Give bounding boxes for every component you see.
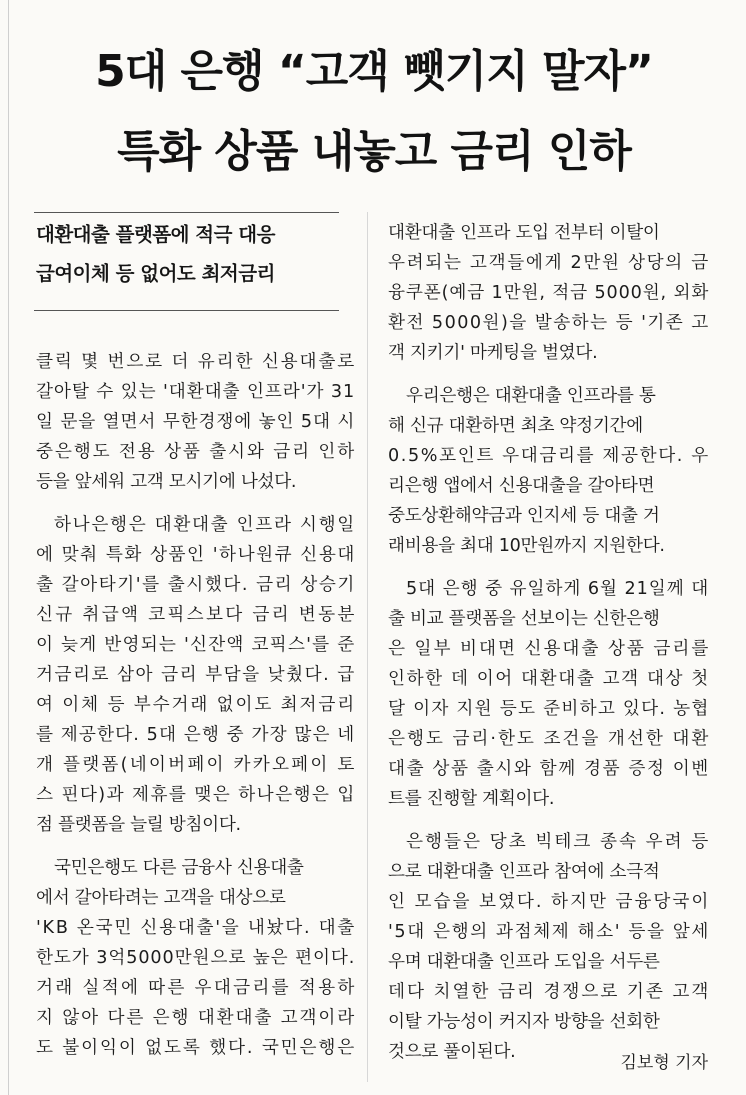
body-text-line: 한도가 3억5000만원으로 높은 편이다.: [36, 948, 356, 968]
column-divider: [367, 212, 368, 1082]
body-text-line: 중도상환해약금과 인지세 등 대출 거: [388, 506, 660, 526]
body-text-line: 환전 5000원)을 발송하는 등 '기존 고: [388, 313, 710, 333]
headline-line-2: 특화 상품 내놓고 금리 인하: [117, 126, 631, 177]
body-text-line: 달 이자 지원 등도 준비하고 있다. 농협: [388, 699, 710, 719]
body-text-line: 등을 앞세워 고객 모시기에 나섰다.: [36, 472, 297, 492]
body-text-line: 5대 은행 중 유일하게 6월 21일께 대: [406, 579, 710, 599]
subheadline-line-1: 대환대출 플랫폼에 적극 대응: [36, 223, 275, 246]
body-text-line: 도 불이익이 없도록 했다. 국민은행은: [36, 1038, 357, 1058]
body-text-line: 트를 진행할 계획이다.: [388, 789, 555, 809]
body-text-line: 클릭 몇 번으로 더 유리한 신용대출로: [36, 352, 357, 372]
body-text-line: '5대 은행의 과점체제 해소' 등을 앞세: [388, 922, 710, 942]
body-text-line: 여 이체 등 부수거래 없이도 최저금리: [36, 695, 357, 715]
body-text-line: 중은행도 전용 상품 출시와 금리 인하: [36, 442, 357, 462]
body-text-line: 갈아탈 수 있는 '대환대출 인프라'가 31: [36, 382, 356, 402]
subheadline-line-2: 급여이체 등 없어도 최저금리: [36, 262, 275, 285]
body-text-line: 대환대출 인프라 도입 전부터 이탈이: [388, 223, 660, 243]
body-text-line: 우리은행은 대환대출 인프라를 통: [406, 386, 656, 406]
body-text-line: 리은행 앱에서 신용대출을 갈아타면: [388, 476, 655, 496]
subheadline-top-rule: [34, 212, 339, 213]
body-text-line: 대출 상품 출시와 함께 경품 증정 이벤: [388, 759, 710, 779]
body-text-line: 신규 취급액 코픽스보다 금리 변동분: [36, 605, 357, 625]
body-text-line: 래비용을 최대 10만원까지 지원한다.: [388, 536, 665, 556]
body-text-line: 하나은행은 대환대출 인프라 시행일: [54, 515, 356, 535]
byline: 김보형 기자: [620, 1053, 708, 1073]
body-text-line: 해 신규 대환하면 최초 약정기간에: [388, 416, 643, 436]
body-text-line: 융쿠폰(예금 1만원, 적금 5000원, 외화: [388, 283, 710, 303]
body-text-line: 개 플랫폼(네이버페이 카카오페이 토: [36, 755, 357, 775]
body-text-line: 은행도 금리·한도 조건을 개선한 대환: [388, 729, 711, 749]
body-text-line: 이 늦게 반영되는 '신잔액 코픽스'를 준: [36, 635, 356, 655]
body-text-line: 은 일부 비대면 신용대출 상품 금리를: [388, 639, 711, 659]
body-text-line: 출 비교 플랫폼을 선보이는 신한은행: [388, 609, 660, 629]
body-text-line: 지 않아 다른 은행 대환대출 고객이라: [36, 1008, 357, 1028]
body-text-line: 0.5%포인트 우대금리를 제공한다. 우: [388, 446, 710, 466]
body-text-line: 으로 대환대출 인프라 참여에 소극적: [388, 862, 660, 882]
subheadline-bottom-rule: [34, 310, 339, 311]
body-text-line: 인 모습을 보였다. 하지만 금융당국이: [388, 892, 711, 912]
body-text-line: 에 맞춰 특화 상품인 '하나원큐 신용대: [36, 545, 356, 565]
body-text-line: 에서 갈아타려는 고객을 대상으로: [36, 888, 286, 908]
body-text-line: 스 핀다)과 제휴를 맺은 하나은행은 입: [36, 785, 356, 805]
body-text-line: 이탈 가능성이 커지자 방향을 선회한: [388, 1012, 660, 1032]
body-text-line: 데다 치열한 금리 경쟁으로 기존 고객: [388, 982, 711, 1002]
body-text-line: 우려되는 고객들에게 2만원 상당의 금: [388, 253, 710, 273]
body-text-line: 은행들은 당초 빅테크 종속 우려 등: [406, 832, 711, 852]
body-text-line: 점 플랫폼을 늘릴 방침이다.: [36, 815, 241, 835]
body-text-line: 를 제공한다. 5대 은행 중 가장 많은 네: [36, 725, 356, 745]
body-text-line: 'KB 온국민 신용대출'을 내놨다. 대출: [36, 918, 357, 938]
body-text-line: 객 지키기' 마케팅을 벌였다.: [388, 343, 598, 363]
body-text-line: 것으로 풀이된다.: [388, 1042, 516, 1062]
body-text-line: 거래 실적에 따른 우대금리를 적용하: [36, 978, 357, 998]
body-text-line: 국민은행도 다른 금융사 신용대출: [54, 858, 304, 878]
page-edge-rule: [8, 0, 9, 1095]
body-text-line: 우며 대환대출 인프라 도입을 서두른: [388, 952, 660, 972]
headline-line-1: 5대 은행 “고객 뺏기지 말자”: [95, 46, 653, 97]
body-text-line: 일 문을 열면서 무한경쟁에 놓인 5대 시: [36, 412, 356, 432]
body-text-line: 인하한 데 이어 대환대출 고객 대상 첫: [388, 669, 710, 689]
body-text-line: 출 갈아타기'를 출시했다. 금리 상승기: [36, 575, 356, 595]
body-text-line: 거금리로 삼아 금리 부담을 낮췄다. 급: [36, 665, 356, 685]
